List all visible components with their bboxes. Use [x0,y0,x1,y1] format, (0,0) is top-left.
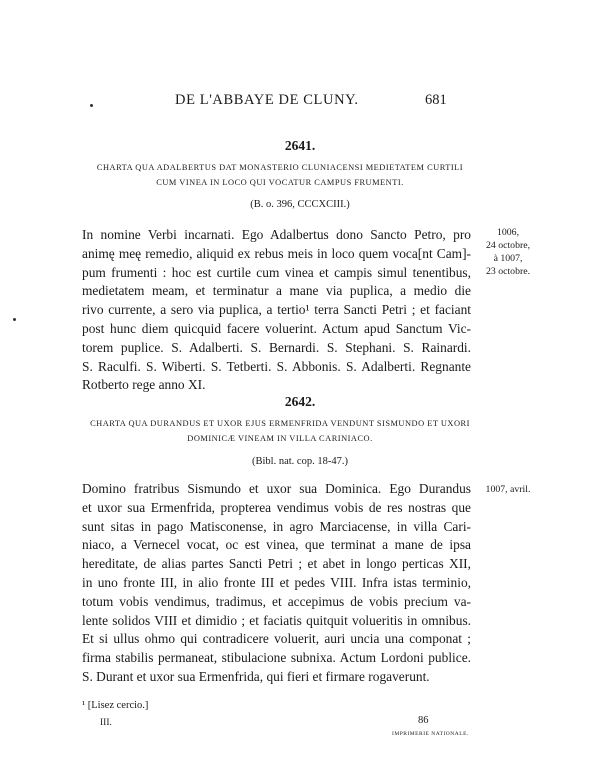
text-line: et uxor sua Ermenfrida, propterea vendimus vobis de res nostras que [82,499,471,515]
charter-source: (B. o. 396, CCCXCIII.) [250,199,350,210]
rubric-line: DOMINICÆ VINEAM IN VILLA CARINIACO. [187,434,373,443]
text-line: firma stabilis permaneat, stibulacione subnixa. Actum Lordoni publice. [82,650,471,666]
margin-date-line: 24 octobre, [485,240,531,251]
page-number: 681 [425,92,447,108]
signature-mark: III. [100,718,112,728]
sheet-number: 86 [418,715,429,726]
text-line: medietatem meam, et terminatur a mane via puplica, a medio die [82,283,471,299]
text-line: Et si ullus ohmo qui contradicere voluerit, auri uncia una componat ; [82,631,471,647]
text-line: pum frumenti : hoc est curtile cum vinea et campis simul tenentibus, [82,264,471,280]
text-line: In nomine Verbi incarnati. Ego Adalbertus dono Sancto Petro, pro [82,227,471,242]
text-line: S. Durant et uxor sua Ermenfrida, qui fieri et firmare rogaverunt. [82,668,430,684]
running-head [0,92,600,112]
text-line: S. Raculfi. S. Wiberti. S. Tetberti. S. Abbonis. S. Adalberti. Regnante [82,358,471,374]
charter-source: (Bibl. nat. cop. 18-47.) [252,456,348,467]
footnote: ¹ [Lisez cercio.] [82,700,149,711]
text-line: totum vobis vendimus, tradimus, et accepimus de vobis precium va- [82,593,471,609]
printer-imprint: IMPRIMERIE NATIONALE. [392,731,469,737]
rubric-line: CHARTA QUA ADALBERTUS DAT MONASTERIO CLUNIACENSI MEDIETATEM CURTILI [96,163,464,172]
charter-number: 2642. [284,394,316,409]
text-line: lente solidos VIII et dimidio ; et faciatis quitquit volueritis in omnibus. [82,612,471,628]
text-line: sunt sitas in pago Matisconense, in agro Marciacense, in villa Cari- [82,518,471,534]
charter-text [82,226,471,395]
margin-date-line: 23 octobre. [485,266,531,277]
text-line: in uno fronte III, in alio fronte III et pedes VIII. Infra istas terminio, [82,574,471,590]
text-line: niaco, a Vernecel vocat, oc est vinea, que terminat a mane de ipsa [82,537,471,553]
text-line: rivo currente, a sero via puplica, a tertio¹ terra Sancti Petri ; et faciant [82,302,471,318]
text-line: Domino fratribus Sismundo et uxor sua Dominica. Ego Durandus [82,481,471,496]
text-line: torem puplice. S. Adalberti. S. Bernardi. S. Stephani. S. Rainardi. [82,339,471,355]
margin-date [478,226,538,278]
charter-number: 2641. [284,138,316,153]
text-line: post hunc diem quicquid facere voluerint. Actum apud Sanctum Vic- [82,320,471,336]
margin-date [478,483,538,496]
charter-text [82,480,471,687]
charter-rubric [60,416,500,446]
margin-date-line: à 1007, [493,253,523,264]
text-line: animę meę remedio, aliquid ex rebus meis in loco quem voca[nt Cam]- [82,245,471,261]
text-line: hereditate, de alias partes Sancti Petri ; et abet in longo perticas XII, [82,556,471,572]
running-title: DE L'ABBAYE DE CLUNY. [175,92,359,108]
rubric-line: CHARTA QUA DURANDUS ET UXOR EJUS ERMENFRIDA VENDUNT SISMUNDO ET UXORI [90,419,470,428]
margin-date-line: 1006, [496,227,520,238]
margin-speck [13,318,16,321]
rubric-line: CUM VINEA IN LOCO QUI VOCATUR CAMPUS FRUMENTI. [156,178,404,187]
text-line: Rotberto rege anno XI. [82,377,206,393]
margin-date-line: 1007, avril. [485,484,531,495]
charter-rubric [60,160,500,190]
